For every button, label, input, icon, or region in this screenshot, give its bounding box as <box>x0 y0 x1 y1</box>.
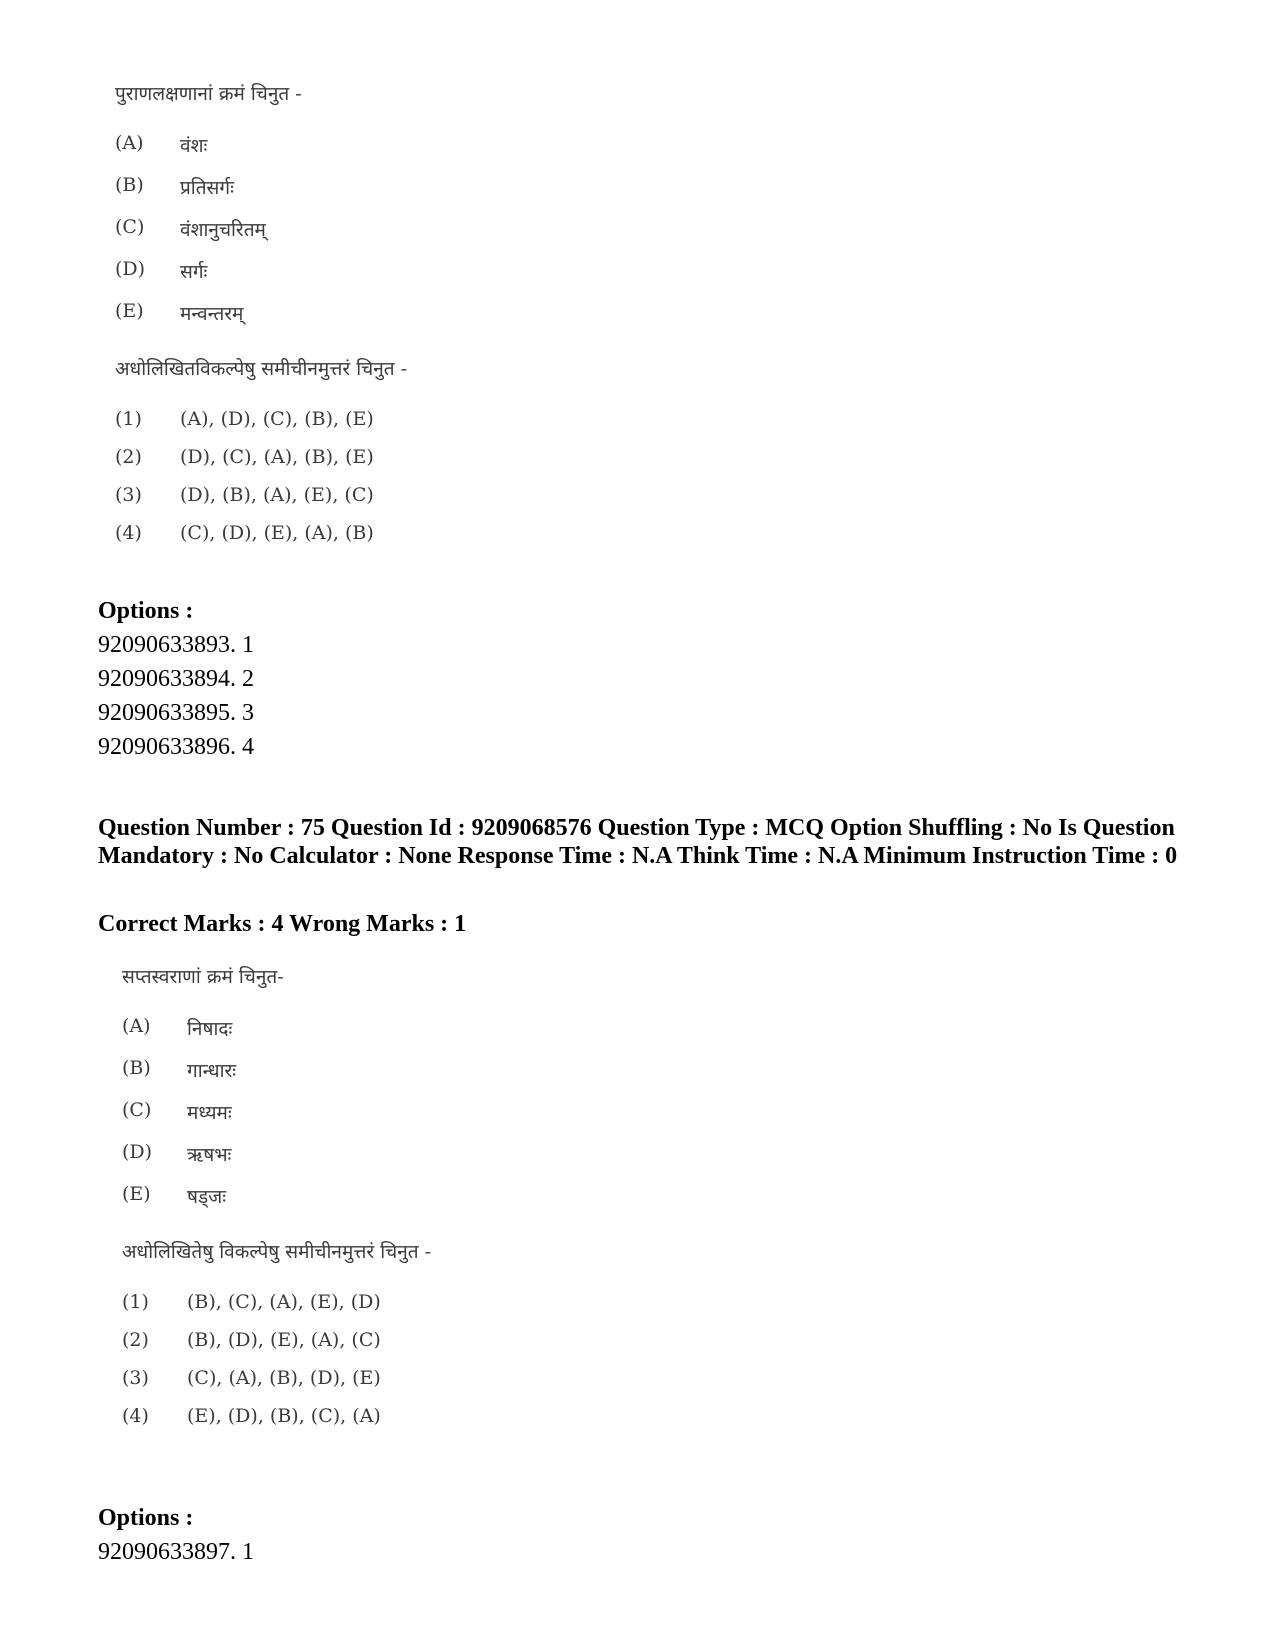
item-label: (B) <box>122 1057 151 1079</box>
choice-text: (B), (C), (A), (E), (D) <box>187 1291 381 1313</box>
choice-label: (3) <box>115 484 142 506</box>
choice-text: (A), (D), (C), (B), (E) <box>180 408 374 430</box>
choice-text: (C), (A), (B), (D), (E) <box>187 1367 381 1389</box>
item-text: गान्धारः <box>187 1060 237 1082</box>
question-74-image <box>115 80 515 560</box>
choice-label: (1) <box>115 408 142 430</box>
item-text: वंशानुचरितम् <box>180 219 266 241</box>
item-label: (E) <box>115 300 144 322</box>
choice-label: (2) <box>122 1329 149 1351</box>
choice-label: (3) <box>122 1367 149 1389</box>
options-title: Options : <box>98 598 194 624</box>
choice-text: (D), (B), (A), (E), (C) <box>180 484 374 506</box>
item-text: निषादः <box>187 1018 233 1040</box>
question-stem: सप्तस्वराणां क्रमं चिनुत- <box>122 966 284 988</box>
question-instruction: अधोलिखितविकल्पेषु समीचीनमुत्तरं चिनुत - <box>115 358 408 380</box>
option-line: 92090633895. 3 <box>98 700 254 726</box>
item-text: ऋषभः <box>187 1144 232 1166</box>
option-line: 92090633896. 4 <box>98 734 254 760</box>
item-label: (C) <box>122 1099 152 1121</box>
item-label: (C) <box>115 216 145 238</box>
question-stem: पुराणलक्षणानां क्रमं चिनुत - <box>115 83 302 105</box>
options-title: Options : <box>98 1505 194 1531</box>
choice-label: (1) <box>122 1291 149 1313</box>
item-text: मध्यमः <box>187 1102 232 1124</box>
item-label: (D) <box>115 258 146 280</box>
choice-text: (B), (D), (E), (A), (C) <box>187 1329 381 1351</box>
option-line: 92090633893. 1 <box>98 632 254 658</box>
question-75-image <box>122 963 522 1443</box>
item-text: षड्जः <box>187 1186 227 1208</box>
question-meta: Question Number : 75 Question Id : 9209068576 Question Type : MCQ Option Shuffling : No Is Question Mandatory : No Calculator : None Response Time : N.A Think Time : N.A Minimum Instruction Time : 0 <box>98 815 1178 869</box>
item-label: (E) <box>122 1183 151 1205</box>
item-text: वंशः <box>180 135 208 157</box>
item-label: (D) <box>122 1141 153 1163</box>
option-line: 92090633897. 1 <box>98 1539 254 1565</box>
choice-text: (E), (D), (B), (C), (A) <box>187 1405 381 1427</box>
item-text: मन्वन्तरम् <box>180 303 244 325</box>
item-label: (A) <box>122 1015 151 1037</box>
choice-label: (4) <box>115 522 142 544</box>
choice-text: (D), (C), (A), (B), (E) <box>180 446 374 468</box>
item-text: सर्गः <box>180 261 208 283</box>
question-instruction: अधोलिखितेषु विकल्पेषु समीचीनमुत्तरं चिनुत - <box>122 1241 432 1263</box>
choice-label: (4) <box>122 1405 149 1427</box>
item-label: (B) <box>115 174 144 196</box>
option-line: 92090633894. 2 <box>98 666 254 692</box>
marks-line: Correct Marks : 4 Wrong Marks : 1 <box>98 911 467 937</box>
choice-text: (C), (D), (E), (A), (B) <box>180 522 374 544</box>
item-text: प्रतिसर्गः <box>180 177 234 199</box>
choice-label: (2) <box>115 446 142 468</box>
item-label: (A) <box>115 132 144 154</box>
